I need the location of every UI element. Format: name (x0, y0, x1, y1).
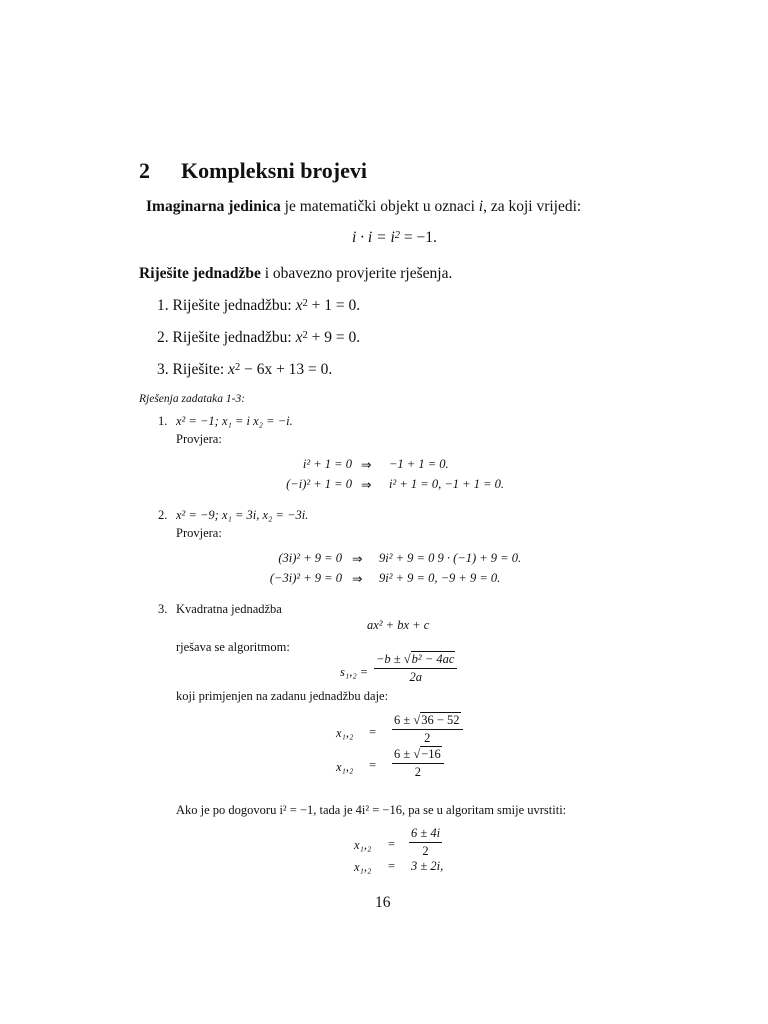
solution-1-number: 1. (158, 414, 168, 428)
implies-arrow: ⇒ (361, 458, 372, 472)
quadratic-formula: $\frac{\text{−b ± √b² − 4ac}}{2a}$ (374, 652, 457, 685)
imaginary-unit-formula: $i \cdot i = i^2 = -1$. (352, 229, 437, 246)
solution-3-number: 3. (158, 602, 168, 616)
x12-label: x₁,₂ (354, 860, 372, 874)
solution-2-check-lhs: (−3i)² + 9 = 0 (269, 571, 342, 585)
implies-arrow: ⇒ (361, 478, 372, 492)
x12-label: x₁,₂ (336, 726, 354, 740)
quadratic-formula-lhs: s₁,₂ = (340, 665, 369, 679)
solution-2-check-rhs: 9i² + 9 = 0 9 · (−1) + 9 = 0. (379, 551, 522, 565)
section-title: Kompleksni brojevi (181, 158, 368, 183)
solution-2-check-rhs: 9i² + 9 = 0, −9 + 9 = 0. (379, 571, 501, 585)
solution-3-method: rješava se algoritmom: (176, 640, 290, 654)
intro-term: Imaginarna jedinica (146, 198, 281, 215)
intro-text-after: , za koji vrijedi: (483, 198, 582, 215)
implies-arrow: ⇒ (352, 552, 363, 566)
equals-sign: = (369, 725, 377, 739)
task-heading-rest: i obavezno provjerite rješenja. (264, 265, 453, 282)
implies-arrow: ⇒ (352, 572, 363, 586)
solution-3-applied: koji primjenjen na zadanu jednadžbu daje: (176, 689, 389, 703)
x12-label: x₁,₂ (354, 838, 372, 852)
quadratic-equation: ax² + bx + c (367, 618, 430, 632)
intro-text: je matematički objekt u oznaci (284, 198, 475, 215)
fraction-3: $\frac{6 \pm 4i}{2}$ (411, 826, 441, 858)
task-heading-bold: Riješite jednadžbe (139, 265, 261, 282)
page-number: 16 (375, 894, 391, 911)
intro-symbol: i (478, 198, 484, 215)
solution-1-roots: x² = −1; x₁ = i x₂ = −i. (176, 414, 293, 428)
x12-label: x₁,₂ (336, 760, 354, 774)
solution-3-intro: Kvadratna jednadžba (176, 602, 282, 616)
fraction-2: $\frac{6 \pm √-16}{2}$ (392, 747, 444, 780)
equals-sign: = (388, 859, 396, 873)
solution-2-roots: x² = −9; x₁ = 3i, x₂ = −3i. (176, 508, 309, 522)
solution-2-number: 2. (158, 508, 168, 522)
equals-sign: = (369, 758, 377, 772)
solution-2-check-label: Provjera: (176, 526, 222, 540)
section-heading (139, 158, 367, 184)
task-heading (139, 265, 452, 283)
intro-paragraph (146, 198, 581, 216)
section-number: 2 (139, 158, 150, 183)
solution-1-check-rhs: i² + 1 = 0, −1 + 1 = 0. (389, 477, 505, 491)
fraction-1: $\frac{6 \pm √36 - 52}{2}$ (392, 713, 463, 746)
solution-1-check-lhs: i² + 1 = 0 (302, 457, 352, 471)
task-item: 1. Riješite jednadžbu: $x^2 + 1 = 0$. (157, 297, 361, 314)
task-item: 3. Riješite: $x^2 - 6x + 13 = 0$. (157, 361, 333, 378)
final-result: 3 ± 2i, (411, 859, 444, 873)
equals-sign: = (388, 837, 396, 851)
solution-1-check-rhs: −1 + 1 = 0. (389, 457, 449, 471)
solution-1-check-lhs: (−i)² + 1 = 0 (286, 477, 352, 491)
solution-1-check-label: Provjera: (176, 432, 222, 446)
task-item: 2. Riješite jednadžbu: $x^2 + 9 = 0$. (157, 329, 361, 346)
convention-sentence: Ako je po dogovoru i² = −1, tada je 4i² = −16, pa se u algoritam smije uvrstiti: (176, 803, 567, 817)
solution-2-check-lhs: (3i)² + 9 = 0 (278, 551, 342, 565)
solutions-title: Rješenja zadataka 1-3: (139, 393, 246, 405)
